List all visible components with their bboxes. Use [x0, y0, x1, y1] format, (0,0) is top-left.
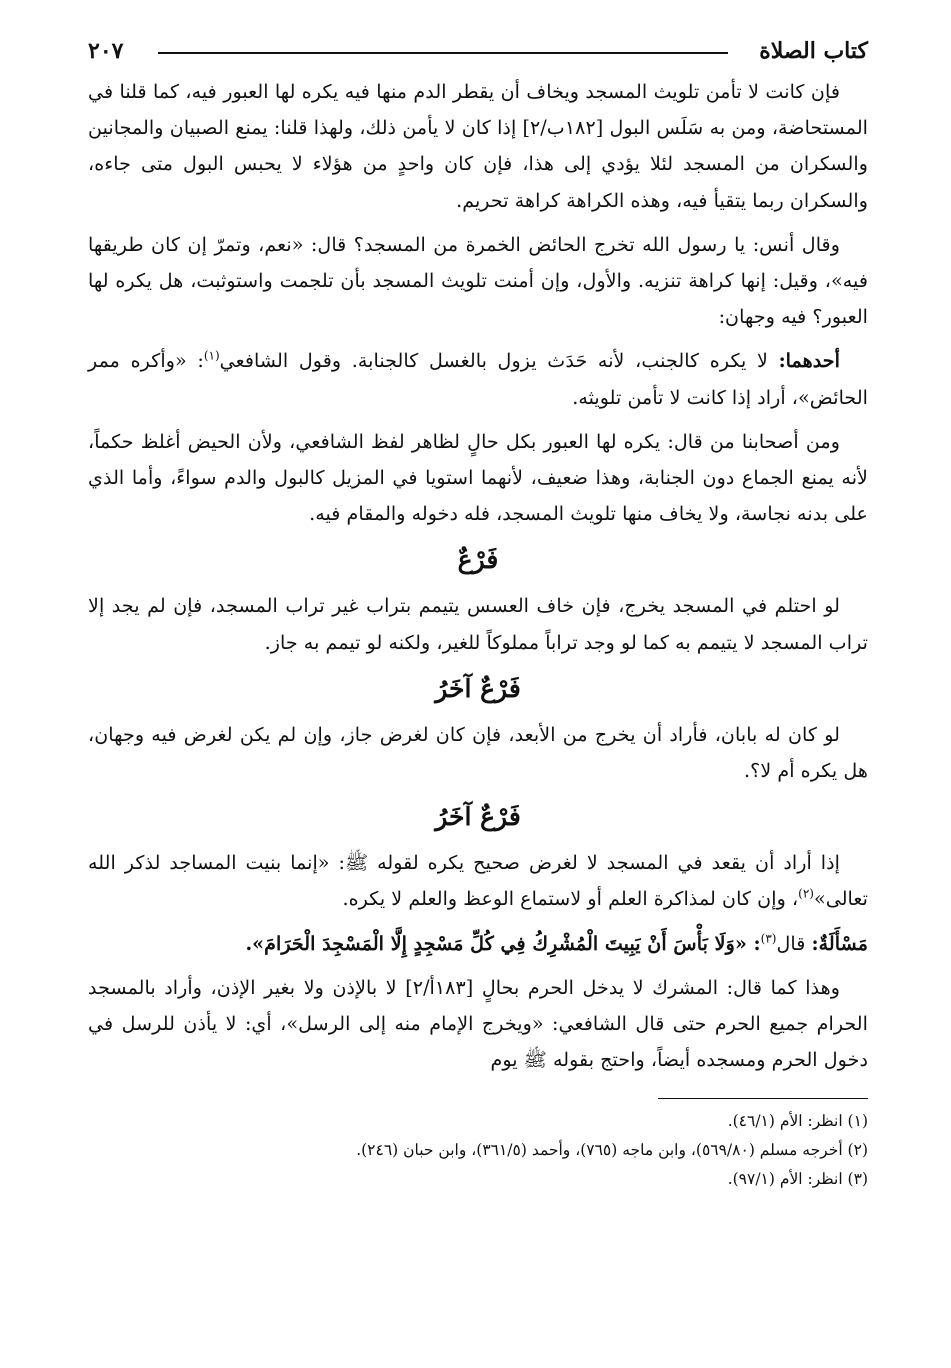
footnote-ref: (٢): [798, 887, 814, 902]
issue-label: مَسْأَلَةٌ:: [811, 931, 868, 955]
footnote-ref: (٣): [760, 931, 777, 946]
paragraph-text: قال: [776, 931, 812, 955]
paragraph-text: : «وأكره ممر الحائض»، أراد إذا كانت لا تأمن تلويثه.: [88, 349, 868, 409]
paragraph: فإن كانت لا تأمن تلويث المسجد ويخاف أن يقطر الدم منها فيه يكره لها العبور فيه، كما قلنا في المستحاضة، ومن به سَلَس البول [١٨٢ب/٢] إذا كان لا يأمن ذلك، ولهذا قلنا: يمنع الصبيان والمجانين والسكران من المسجد لئلا يؤدي إلى هذا، فإن كان واحدٍ من هؤلاء لا يحبس البول متى جاءه، والسكران ربما يتقيأ فيه، وهذه الكراهة كراهة تحريم.: [88, 80, 869, 212]
running-title: كتاب الصلاة: [759, 38, 868, 64]
paragraph-text: إذا أراد أن يقعد في المسجد لا لغرض صحيح يكره لقوله ﷺ: «إنما بنيت المساجد لذكر الله تعالى»: [88, 851, 868, 911]
footnote: (١) انظر: الأم (٤٦/١).: [727, 1112, 868, 1131]
page-body: [88, 74, 868, 1078]
quoted-text: : «وَلَا بَأْسَ أَنْ يَبِيتَ الْمُشْرِكُ فِي كُلِّ مَسْجِدٍ إِلَّا الْمَسْجِدَ الْحَرَامَ».: [245, 931, 761, 955]
paragraph: [88, 343, 868, 415]
footnotes: [88, 1107, 868, 1194]
footnote: (٣) انظر: الأم (٩٧/١).: [727, 1170, 868, 1189]
page-number: ٢٠٧: [88, 38, 124, 64]
paragraph: [88, 926, 868, 962]
footnote: (٢) أخرجه مسلم (٥٦٩/٨٠)، وابن ماجه (٧٦٥)، وأحمد (٣٦١/٥)، وابن حبان (٢٤٦).: [356, 1141, 868, 1160]
section-heading: فَرْعٌ: [457, 545, 499, 575]
page-header: [88, 28, 868, 64]
paragraph: [88, 845, 868, 917]
paragraph: وهذا كما قال: المشرك لا يدخل الحرم بحالٍ [١٨٣أ/٢] لا بالإذن ولا بغير الإذن، وأراد بالمسجد الحرام جميع الحرم حتى قال الشافعي: «ويخرج الإمام منه إلى الرسل»، أي: لا يأذن للرسل في دخول الحرم ومسجده أيضاً، واحتج بقوله ﷺ يوم: [88, 975, 868, 1072]
paragraph: لو احتلم في المسجد يخرج، فإن خاف العسس يتيمم بتراب غير تراب المسجد، فإن لم يجد إلا تراب المسجد لا يتيمم به كما لو وجد تراباً مملوكاً للغير، ولكنه لو تيمم به جاز.: [88, 594, 868, 654]
paragraph: وقال أنس: يا رسول الله تخرج الحائض الخمرة من المسجد؟ قال: «نعم، وتمرّ إن كان طريقها فيه»، وقيل: إنها كراهة تنزيه. والأول، وإن أمنت تلويث المسجد بأن تلجمت واستوثبت، هل يكره لها العبور؟ فيه وجهان:: [88, 232, 868, 329]
term-label: أحدهما:: [778, 349, 840, 373]
footnote-ref: (١): [203, 349, 220, 364]
paragraph: ومن أصحابنا من قال: يكره لها العبور بكل حالٍ لظاهر لفظ الشافعي، ولأن الحيض أغلظ حكماً، لأنه يمنع الجماع دون الجنابة، وهذا ضعيف، لأنهما استويا في المزيل كالبول والدم سواءً، وأما الذي على بدنه نجاسة، ولا يخاف منها تلويث المسجد، فله دخوله والمقام فيه.: [88, 429, 868, 526]
paragraph: لو كان له بابان، فأراد أن يخرج من الأبعد، فإن كان لغرض جاز، وإن لم يكن لغرض فيه وجهان، هل يكره أم لا؟.: [88, 722, 868, 783]
paragraph-text: ، وإن كان لمذاكرة العلم أو لاستماع الوعظ والعلم لا يكره.: [342, 887, 799, 911]
paragraph-text: لا يكره كالجنب، لأنه حَدَث يزول بالغسل كالجنابة. وقول الشافعي: [219, 349, 779, 373]
section-heading: فَرْعٌ آخَرُ: [435, 802, 521, 832]
section-heading: فَرْعٌ آخَرُ: [435, 673, 521, 703]
book-page: [88, 28, 868, 1348]
header-rule: [158, 52, 728, 54]
footnote-divider: [658, 1098, 868, 1099]
